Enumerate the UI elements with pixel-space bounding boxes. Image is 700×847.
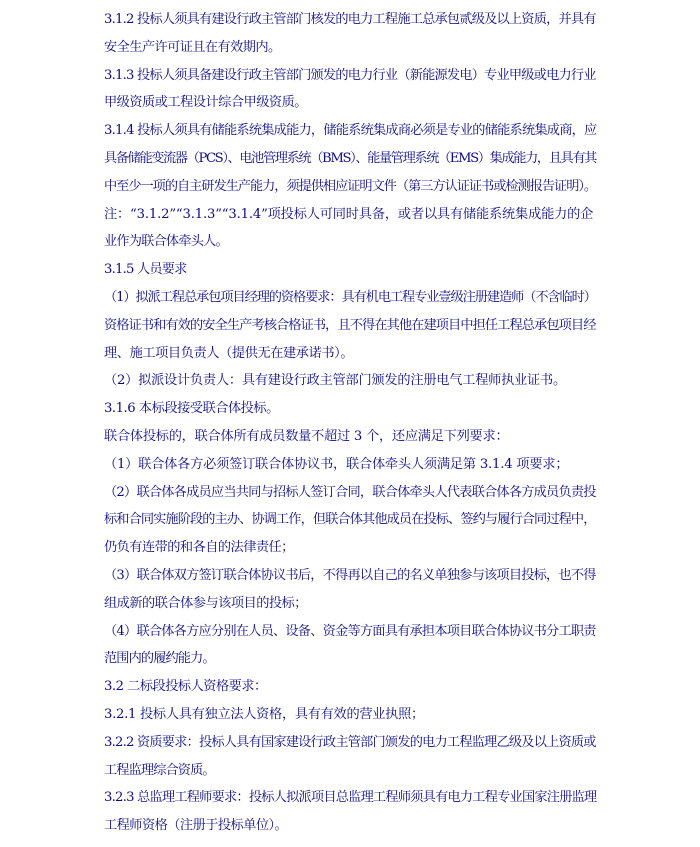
text-line: 联合体投标的，联合体所有成员数量不超过 3 个，还应满足下列要求： xyxy=(104,428,509,444)
text-line: （1）拟派工程总承包项目经理的资格要求：具有机电工程专业壹级注册建造师（不含临时） xyxy=(104,289,596,305)
paragraph-3-1-2 xyxy=(104,6,604,62)
text-line: （2）拟派设计负责人：具有建设行政主管部门颁发的注册电气工程师执业证书。 xyxy=(104,373,566,389)
paragraph-consortium-3 xyxy=(104,562,604,618)
text-line: 3.2.2 资质要求：投标人具有国家建设行政主管部门颁发的电力工程监理乙级及以上资质或 xyxy=(104,734,596,750)
text-line: 仍负有连带的和各自的法律责任； xyxy=(104,540,294,556)
paragraph-consortium-intro xyxy=(104,423,604,451)
text-line: 业作为联合体牵头人。 xyxy=(104,234,228,250)
text-line: 3.1.6 本标段接受联合体投标。 xyxy=(104,401,279,417)
text-line: （1）联合体各方必须签订联合体协议书，联合体牵头人须满足第 3.1.4 项要求； xyxy=(104,456,569,472)
text-line: （3）联合体双方签订联合体协议书后，不得再以自己的名义单独参与该项目投标，也不得 xyxy=(104,567,596,583)
paragraph-3-2-2 xyxy=(104,729,604,785)
text-line: （2）联合体各成员应当共同与招标人签订合同，联合体牵头人代表联合体各方成员负责投 xyxy=(104,484,596,500)
text-line: 组成新的联合体参与该项目的投标； xyxy=(104,595,307,611)
heading-3-1-5 xyxy=(104,256,604,284)
text-line: 理、施工项目负责人（提供无在建承诺书）。 xyxy=(104,345,354,361)
paragraph-3-1-4 xyxy=(104,117,604,256)
document-page xyxy=(104,6,604,840)
text-line: 3.2.3 总监理工程师要求：投标人拟派项目总监理工程师须具有电力工程专业国家注册监理 xyxy=(104,790,597,806)
text-line: 甲级资质或工程设计综合甲级资质。 xyxy=(104,95,307,111)
text-line: 安全生产许可证且在有效期内。 xyxy=(104,39,281,55)
text-line: 3.1.5 人员要求 xyxy=(104,262,187,278)
heading-3-2 xyxy=(104,673,604,701)
text-line: 3.2.1 投标人具有独立法人资格，具有有效的营业执照； xyxy=(104,706,424,722)
text-line: 工程师资格（注册于投标单位）。 xyxy=(104,818,288,834)
paragraph-consortium-2 xyxy=(104,479,604,562)
paragraph-3-2-1 xyxy=(104,701,604,729)
paragraph-3-2-3 xyxy=(104,784,604,840)
text-line: 范围内的履约能力。 xyxy=(104,651,215,667)
text-line: 3.1.3 投标人须具备建设行政主管部门颁发的电力行业（新能源发电）专业甲级或电力行业 xyxy=(104,67,596,83)
text-line: 标和合同实施阶段的主办、协调工作，但联合体其他成员在投标、签约与履行合同过程中， xyxy=(104,512,596,528)
text-line: 3.1.4 投标人须具有储能系统集成能力，储能系统集成商必须是专业的储能系统集成商，应 xyxy=(104,123,597,139)
paragraph-consortium-1 xyxy=(104,451,604,479)
text-line: 资格证书和有效的安全生产考核合格证书，且不得在其他在建项目中担任工程总承包项目经 xyxy=(104,317,596,333)
text-line: 3.2 二标段投标人资格要求： xyxy=(104,679,267,695)
paragraph-design-lead xyxy=(104,367,604,395)
text-line: 具备储能变流器（PCS）、电池管理系统（BMS）、能量管理系统（EMS）集成能力，且具有其 xyxy=(104,150,596,166)
text-line: 3.1.2 投标人须具有建设行政主管部门核发的电力工程施工总承包贰级及以上资质，并具有 xyxy=(104,12,596,27)
heading-3-1-6 xyxy=(104,395,604,423)
text-line: （4）联合体各方应分别在人员、设备、资金等方面具有承担本项目联合体协议书分工职责 xyxy=(104,623,596,639)
text-line: 工程监理综合资质。 xyxy=(104,762,215,778)
text-line: 中至少一项的自主研发生产能力，须提供相应证明文件（第三方认证证书或检测报告证明）。 xyxy=(104,178,597,194)
text-line: 注：“3.1.2”“3.1.3”“3.1.4”项投标人可同时具备，或者以具有储能系统集成能力的企 xyxy=(104,206,594,222)
paragraph-consortium-4 xyxy=(104,618,604,674)
paragraph-3-1-3 xyxy=(104,62,604,118)
paragraph-project-manager xyxy=(104,284,604,367)
